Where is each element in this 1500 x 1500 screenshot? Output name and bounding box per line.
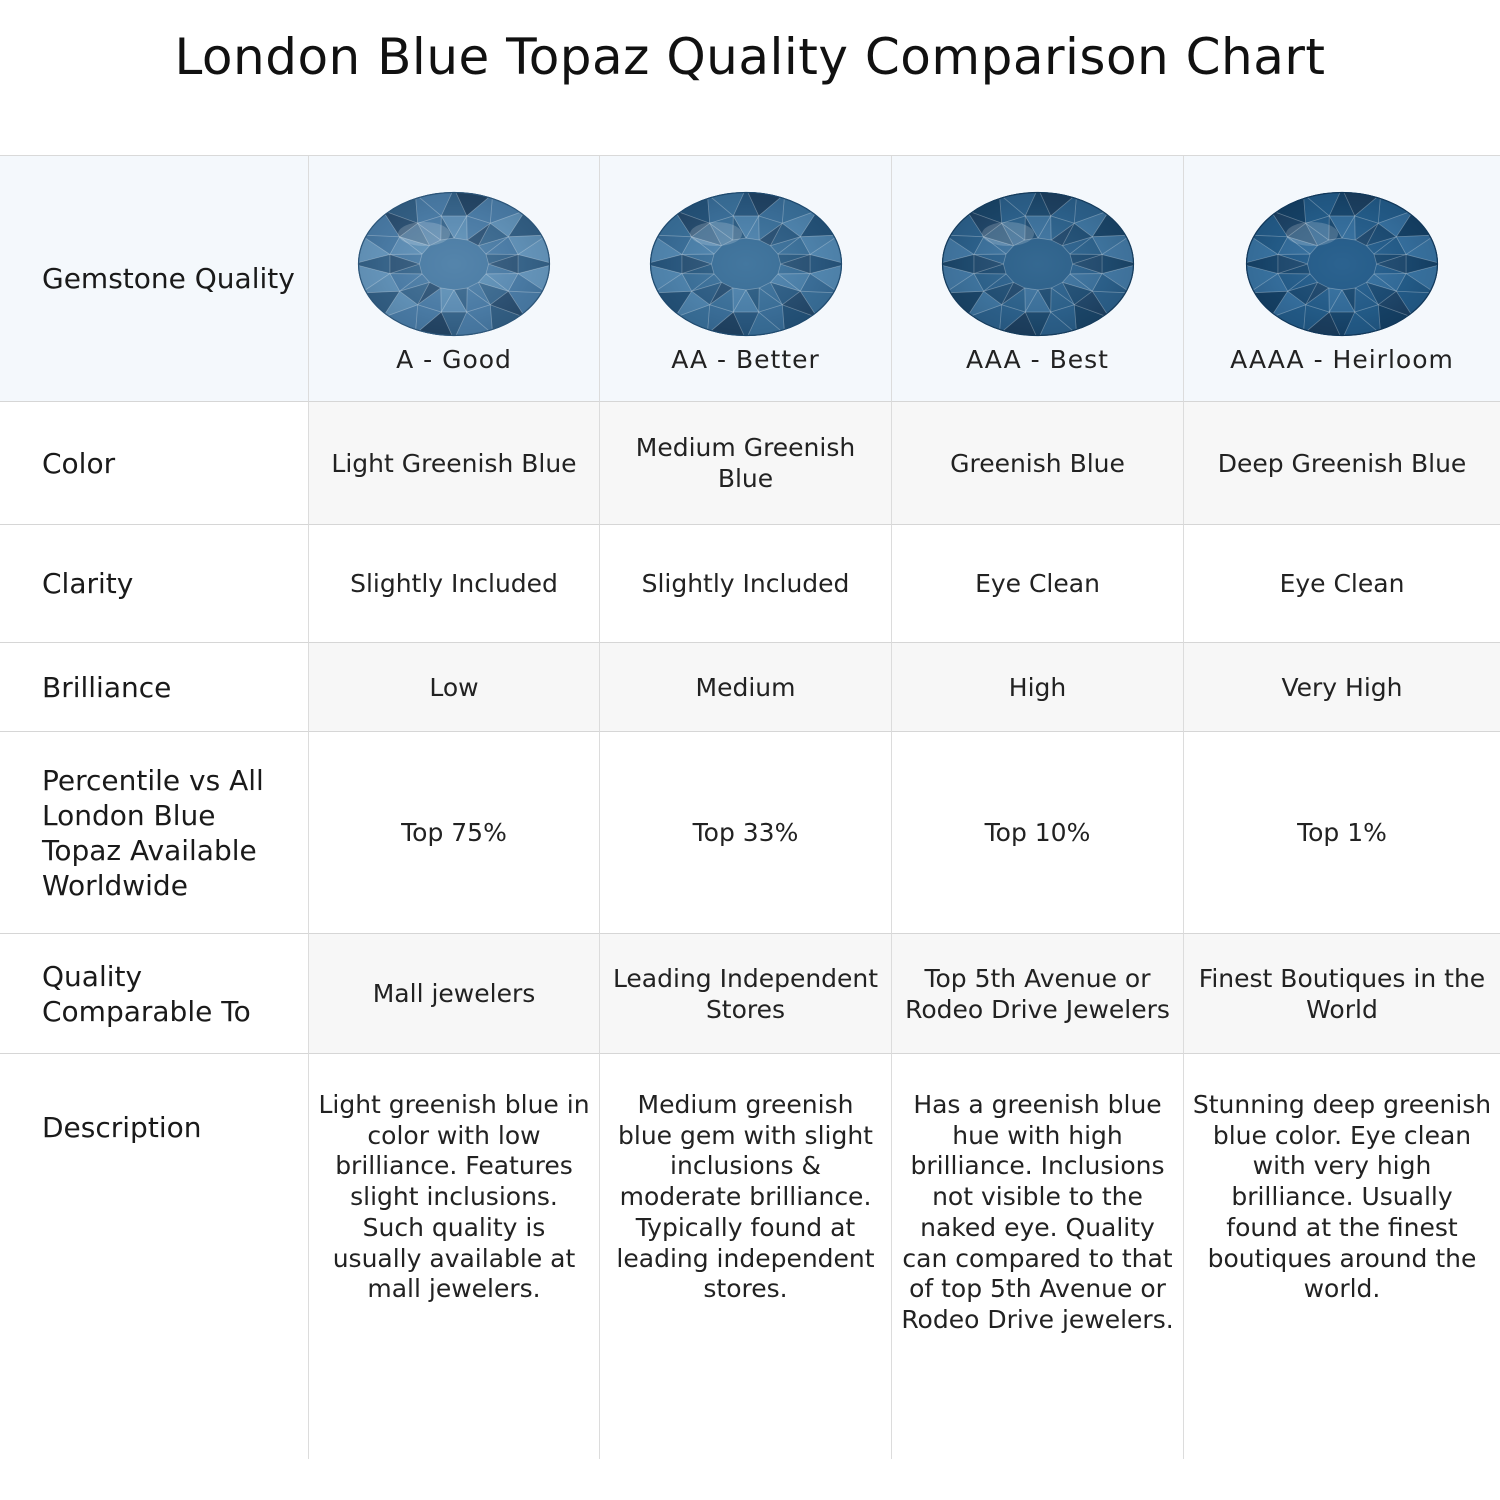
quality-grade-aaa: AAA - Best	[966, 345, 1109, 374]
row-label-gemstone-quality: Gemstone Quality	[0, 156, 309, 402]
quality-table	[0, 155, 1500, 1459]
gem-image-aaaa	[1245, 190, 1439, 338]
brilliance-cell-aa: Medium	[600, 643, 892, 732]
description-cell-a: Light greenish blue in color with low brilliance. Features slight inclusions. Such quality is usually available at mall jewelers.	[309, 1054, 600, 1459]
quality-grade-aa: AA - Better	[671, 345, 820, 374]
brilliance-cell-aaaa: Very High	[1184, 643, 1500, 732]
comparable-cell-aa: Leading Independent Stores	[600, 934, 892, 1054]
color-cell-aaa: Greenish Blue	[892, 402, 1184, 525]
clarity-cell-aaaa: Eye Clean	[1184, 525, 1500, 643]
row-label-percentile: Percentile vs All London Blue Topaz Available Worldwide	[0, 732, 309, 934]
clarity-cell-a: Slightly Included	[309, 525, 600, 643]
column-header-aaaa	[1184, 156, 1500, 402]
gem-image-aaa	[941, 190, 1135, 338]
color-cell-aa: Medium Greenish Blue	[600, 402, 892, 525]
percentile-cell-aaaa: Top 1%	[1184, 732, 1500, 934]
brilliance-cell-a: Low	[309, 643, 600, 732]
column-header-aa	[600, 156, 892, 402]
comparable-cell-aaaa: Finest Boutiques in the World	[1184, 934, 1500, 1054]
description-cell-aa: Medium greenish blue gem with slight inclusions & moderate brilliance. Typically found at leading independent stores.	[600, 1054, 892, 1459]
column-header-aaa	[892, 156, 1184, 402]
row-label-color: Color	[0, 402, 309, 525]
clarity-cell-aa: Slightly Included	[600, 525, 892, 643]
percentile-cell-a: Top 75%	[309, 732, 600, 934]
quality-grade-a: A - Good	[396, 345, 512, 374]
column-header-a	[309, 156, 600, 402]
gem-image-aa	[649, 190, 843, 338]
row-label-clarity: Clarity	[0, 525, 309, 643]
clarity-cell-aaa: Eye Clean	[892, 525, 1184, 643]
color-cell-a: Light Greenish Blue	[309, 402, 600, 525]
percentile-cell-aa: Top 33%	[600, 732, 892, 934]
color-cell-aaaa: Deep Greenish Blue	[1184, 402, 1500, 525]
row-label-brilliance: Brilliance	[0, 643, 309, 732]
comparable-cell-a: Mall jewelers	[309, 934, 600, 1054]
description-cell-aaa: Has a greenish blue hue with high brilliance. Inclusions not visible to the naked eye. Quality can compared to that of top 5th Avenue or Rodeo Drive jewelers.	[892, 1054, 1184, 1459]
description-cell-aaaa: Stunning deep greenish blue color. Eye clean with very high brilliance. Usually found at the finest boutiques around the world.	[1184, 1054, 1500, 1459]
brilliance-cell-aaa: High	[892, 643, 1184, 732]
row-label-comparable: Quality Comparable To	[0, 934, 309, 1054]
chart-title: London Blue Topaz Quality Comparison Chart	[174, 28, 1326, 86]
gem-image-a	[357, 190, 551, 338]
comparable-cell-aaa: Top 5th Avenue or Rodeo Drive Jewelers	[892, 934, 1184, 1054]
percentile-cell-aaa: Top 10%	[892, 732, 1184, 934]
quality-grade-aaaa: AAAA - Heirloom	[1230, 345, 1454, 374]
row-label-description: Description	[0, 1054, 309, 1459]
